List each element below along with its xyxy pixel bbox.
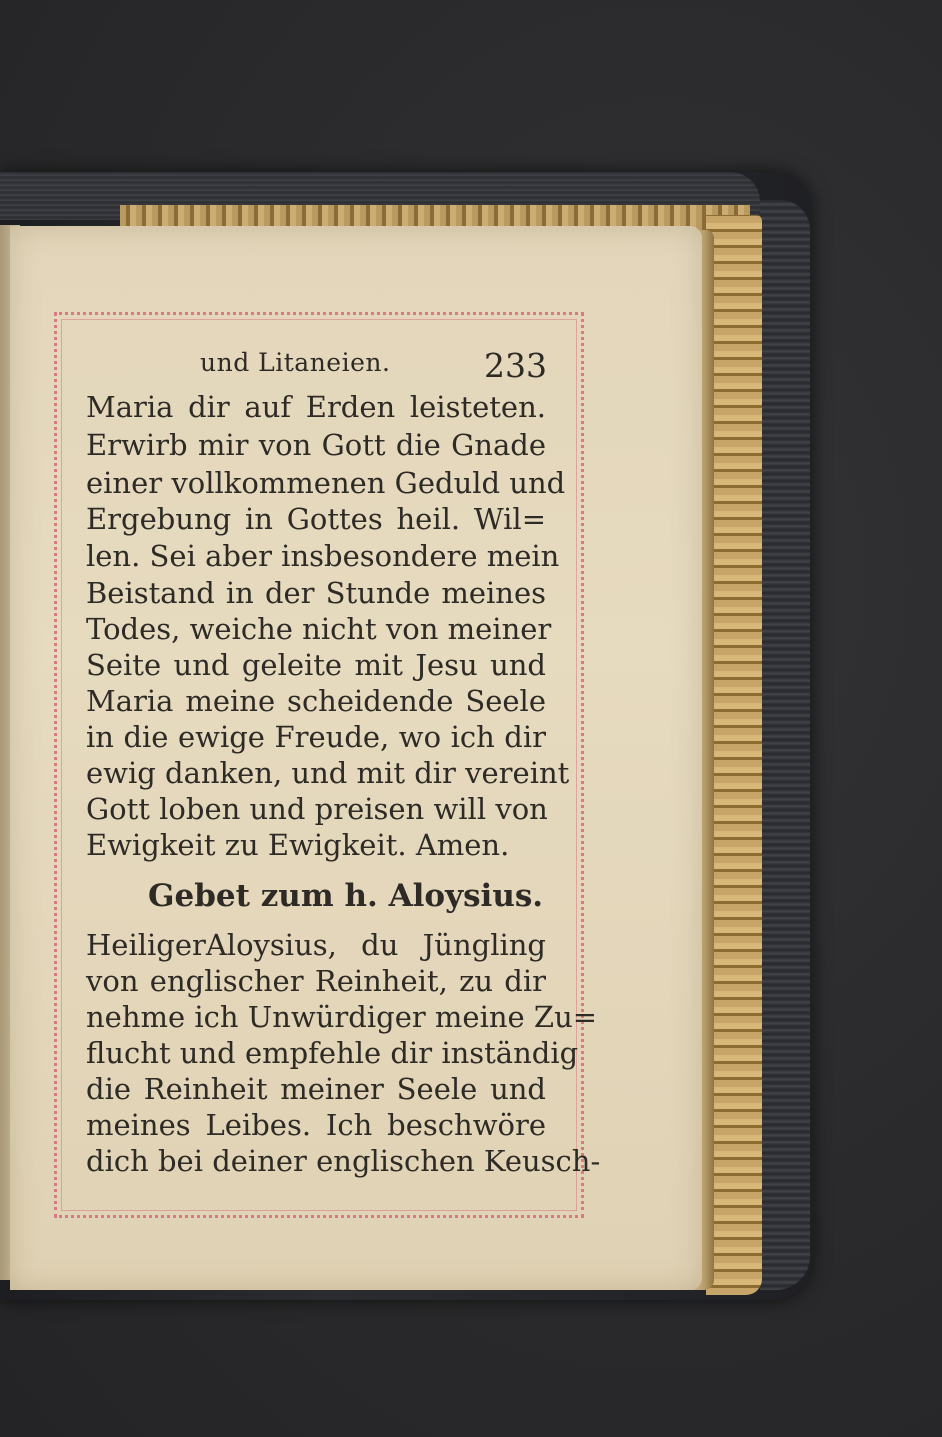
text-line: Seite und geleite mit Jesu und: [86, 648, 546, 682]
text-line: meines Leibes. Ich beschwöre: [86, 1108, 546, 1142]
text-line: nehme ich Unwürdiger meine Zu=: [86, 1000, 598, 1034]
text-line: Beistand in der Stunde meines: [86, 576, 546, 610]
text-line: len. Sei aber insbesondere mein: [86, 539, 560, 573]
text-line: Gott loben und preisen will von: [86, 792, 548, 826]
text-line: Erwirb mir von Gott die Gnade: [86, 428, 546, 462]
text-line: von englischer Reinheit, zu dir: [86, 964, 546, 998]
text-line: Ergebung in Gottes heil. Wil=: [86, 502, 546, 536]
text-line: Maria meine scheidende Seele: [86, 684, 546, 718]
text-line: Todes, weiche nicht von meiner: [86, 612, 552, 646]
text-line: Ewigkeit zu Ewigkeit. Amen.: [86, 828, 510, 862]
text-line: die Reinheit meiner Seele und: [86, 1072, 546, 1106]
text-line: dich bei deiner englischen Keusch-: [86, 1144, 601, 1178]
running-title: und Litaneien.: [200, 348, 391, 377]
text-line: in die ewige Freude, wo ich dir: [86, 720, 546, 754]
text-line: HeiligerAloysius, du Jüngling: [86, 928, 546, 962]
text-line: flucht und empfehle dir inständig: [86, 1036, 579, 1070]
text-line: ewig danken, und mit dir vereint: [86, 756, 570, 790]
text-line: Maria dir auf Erden leisteten.: [86, 390, 546, 424]
section-heading: Gebet zum h. Aloysius.: [148, 878, 544, 914]
text-line: einer vollkommenen Geduld und: [86, 466, 566, 500]
page-number: 233: [484, 346, 547, 385]
